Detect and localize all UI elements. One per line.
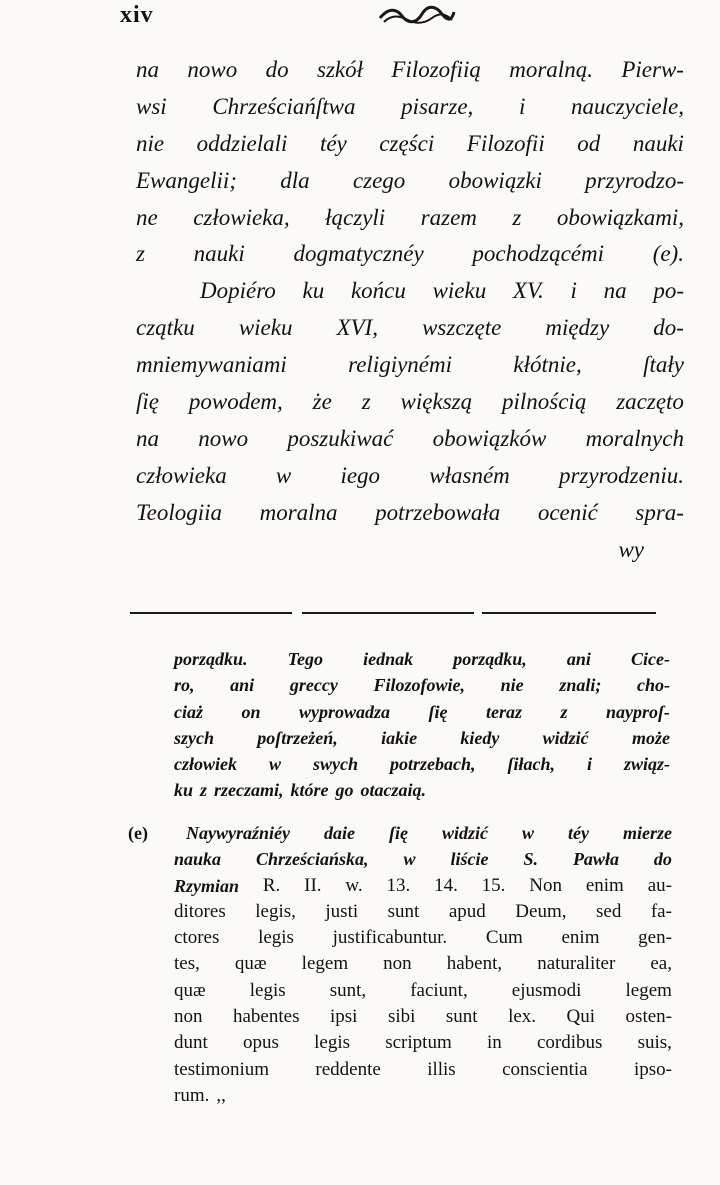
word: naturaliter xyxy=(537,953,616,975)
footnote-line xyxy=(128,1057,672,1083)
footnote-line xyxy=(174,672,670,698)
word: fa- xyxy=(650,900,672,922)
word: Naywyraźniéy xyxy=(185,823,290,843)
word: legem xyxy=(301,953,349,975)
word: w xyxy=(275,462,292,488)
word: dla xyxy=(280,167,310,193)
word: rum. xyxy=(174,1084,210,1106)
word: legis xyxy=(258,927,294,949)
word: oddzielali xyxy=(196,130,288,156)
word: na xyxy=(603,278,627,304)
word: liście xyxy=(450,849,489,870)
text-line xyxy=(136,532,684,569)
word: 15. xyxy=(481,874,506,896)
word: enim xyxy=(561,927,600,949)
word: końcu xyxy=(350,278,406,304)
word: Filozofowie, xyxy=(373,675,465,696)
word: in xyxy=(486,1032,502,1054)
text-line xyxy=(136,200,684,237)
word: nayproſ- xyxy=(605,701,670,722)
word: teraz xyxy=(485,701,522,722)
text-line xyxy=(136,273,684,310)
word: moralnych xyxy=(585,425,684,451)
word: porządku, xyxy=(453,649,527,669)
word: i xyxy=(518,93,526,119)
word: ro, xyxy=(174,675,195,696)
word: wy xyxy=(618,536,644,562)
word: ſię xyxy=(388,823,408,843)
word: przyrodzeniu. xyxy=(558,462,684,488)
word: razem xyxy=(420,204,477,230)
word: habent, xyxy=(446,953,503,975)
word: między xyxy=(545,315,610,341)
word: daie xyxy=(323,823,355,843)
word: pilnością xyxy=(501,389,587,415)
word: ea, xyxy=(650,953,672,975)
word: potrzebach, xyxy=(389,754,476,775)
word: z xyxy=(361,389,371,415)
word: opus xyxy=(243,1032,279,1054)
word: lex. xyxy=(508,1006,537,1028)
word: au- xyxy=(647,874,672,896)
word: człowieka xyxy=(136,462,227,488)
word: moralna xyxy=(259,499,338,525)
word: czego xyxy=(352,167,406,193)
main-text-body xyxy=(136,52,684,568)
word: 14. xyxy=(434,874,458,896)
word: z xyxy=(560,701,568,722)
word: porządku. xyxy=(174,649,248,669)
word: go xyxy=(335,780,354,801)
word: quæ xyxy=(174,979,206,1001)
word: wszczęte xyxy=(422,315,502,341)
word: Filozofiią xyxy=(391,57,481,82)
word: Non xyxy=(529,874,562,896)
word: Pawła xyxy=(572,849,619,870)
word: Filozofii xyxy=(466,130,545,156)
footnote-line xyxy=(128,978,672,1004)
word: Dopiéro xyxy=(200,278,276,304)
word: czątku xyxy=(136,315,195,341)
word: zaczęto xyxy=(616,389,684,415)
page-number: xiv xyxy=(120,2,154,28)
word: z xyxy=(512,204,522,230)
word: legis xyxy=(314,1032,351,1054)
word: obowiązków xyxy=(432,425,547,451)
word: w. xyxy=(345,874,363,896)
word: w xyxy=(521,823,534,843)
footnote-line xyxy=(128,899,672,925)
footnote-line xyxy=(174,777,670,803)
word: illis xyxy=(427,1058,456,1080)
word: widzić xyxy=(542,727,589,748)
footnote-line xyxy=(128,873,672,899)
word: S. xyxy=(523,849,538,870)
word: które xyxy=(290,780,329,801)
word: Deum, xyxy=(515,900,567,922)
footnote-line xyxy=(174,725,670,751)
word: nowo xyxy=(198,425,249,451)
text-line xyxy=(136,310,684,347)
footnote-continuation xyxy=(174,646,670,804)
word: legis, xyxy=(255,900,296,922)
footnote-line xyxy=(128,951,672,977)
word: iakie xyxy=(381,727,418,748)
footnote-line xyxy=(128,846,672,872)
text-line xyxy=(136,163,684,200)
word: w xyxy=(268,754,281,775)
footnote-line xyxy=(128,1004,672,1030)
word: Chrześciańska, xyxy=(256,849,369,870)
word: człowieka, xyxy=(193,204,290,230)
word: do xyxy=(265,57,289,82)
word: moralną. xyxy=(509,57,593,82)
word: w xyxy=(403,849,416,870)
word: kiedy xyxy=(460,727,500,748)
word: Cum xyxy=(485,927,523,949)
word: ſiłach, xyxy=(507,754,555,775)
word: greccy xyxy=(289,675,338,696)
word: téy xyxy=(319,130,347,156)
word: może xyxy=(631,727,670,748)
word: od xyxy=(577,130,601,156)
text-line xyxy=(136,421,684,458)
word: apud xyxy=(448,900,486,922)
word: ſię xyxy=(428,701,448,722)
word: Ewangelii; xyxy=(136,167,237,193)
word: własném xyxy=(429,462,510,488)
word: potrzebowała xyxy=(375,499,501,525)
word: XVI, xyxy=(336,315,379,341)
word: części xyxy=(379,130,435,156)
word: sunt, xyxy=(329,979,367,1001)
word: non xyxy=(174,1006,203,1028)
word: legis xyxy=(249,979,286,1001)
word: enim xyxy=(585,874,624,896)
word: scriptum xyxy=(385,1032,452,1054)
word: ciaż xyxy=(174,701,203,722)
word: Tego xyxy=(287,649,323,669)
word: do- xyxy=(653,315,684,341)
word: ctores xyxy=(174,927,220,949)
word: dunt xyxy=(174,1032,208,1054)
word: justi xyxy=(325,900,359,922)
word: Cice- xyxy=(630,649,670,669)
word: legem xyxy=(625,979,672,1001)
word: cordibus xyxy=(536,1032,603,1054)
word: iednak xyxy=(363,649,414,669)
word: XV. xyxy=(512,278,544,304)
text-line xyxy=(136,52,684,89)
word: do xyxy=(653,849,672,870)
word: reddente xyxy=(315,1058,381,1080)
word: nauka xyxy=(174,849,222,870)
word: po- xyxy=(653,278,684,304)
word: mierze xyxy=(622,823,672,843)
word: faciunt, xyxy=(410,979,468,1001)
word: ipsi xyxy=(329,1006,358,1028)
word: ne xyxy=(136,204,158,230)
word: ani xyxy=(230,675,255,696)
word: dogmatycznéy xyxy=(293,241,424,267)
word: ku xyxy=(174,780,194,801)
word: z xyxy=(136,241,145,267)
word: większą xyxy=(400,389,473,415)
word: szych xyxy=(174,727,214,748)
word: na xyxy=(136,425,159,451)
word: iego xyxy=(340,462,381,488)
word: otaczaią. xyxy=(360,780,427,801)
word: religiynémi xyxy=(348,352,453,378)
word: i xyxy=(570,278,577,304)
word: nauki xyxy=(193,241,245,267)
word: nowo xyxy=(187,57,238,82)
page-header xyxy=(0,0,720,40)
word: rzeczami, xyxy=(214,780,284,801)
word: ſię xyxy=(136,389,159,415)
footnote-line xyxy=(174,646,670,672)
word: Teologiia xyxy=(136,499,223,525)
word: kłótnie, xyxy=(513,352,582,378)
word: ditores xyxy=(174,900,226,922)
word: że xyxy=(312,389,332,415)
word: nie xyxy=(500,675,524,696)
text-line xyxy=(136,89,684,126)
word: ſtały xyxy=(643,352,684,378)
word: ani xyxy=(566,649,591,669)
word: związ- xyxy=(623,754,670,775)
word: poſtrzeżeń, xyxy=(257,727,338,748)
word: testimonium xyxy=(174,1058,269,1080)
word: Rzymian xyxy=(174,875,240,896)
word: 13. xyxy=(386,874,411,896)
word: ,, xyxy=(216,1084,226,1106)
footnote-line xyxy=(174,751,670,777)
word: ku xyxy=(302,278,325,304)
text-line xyxy=(136,236,684,273)
footnote-marker: (e) xyxy=(128,823,148,843)
word: obowiązki xyxy=(448,167,542,193)
footnote-e xyxy=(128,820,672,1109)
word: conscientia xyxy=(502,1058,588,1080)
word: ejusmodi xyxy=(511,979,582,1001)
word: gen- xyxy=(638,927,672,949)
footnote-line xyxy=(128,925,672,951)
word: Chrześciańſtwa xyxy=(212,93,356,119)
word: sunt xyxy=(387,900,420,922)
word: on xyxy=(241,701,261,722)
footnote-line xyxy=(128,820,672,846)
word: nauczyciele, xyxy=(570,93,684,119)
word: ocenić xyxy=(537,499,598,525)
ornament-icon xyxy=(378,4,456,26)
word: łączyli xyxy=(325,204,386,230)
word: suis, xyxy=(637,1032,672,1054)
word: wsi xyxy=(136,93,167,119)
text-line xyxy=(136,384,684,421)
text-line xyxy=(136,495,684,532)
word: osten- xyxy=(625,1006,672,1028)
word: obowiązkami, xyxy=(556,204,684,230)
word: non xyxy=(383,953,412,975)
text-line xyxy=(136,347,684,384)
word: (e). xyxy=(652,241,684,267)
word: sunt xyxy=(445,1006,478,1028)
word: pisarze, xyxy=(401,93,474,119)
word: swych xyxy=(312,754,358,775)
word: justificabuntur. xyxy=(332,927,448,949)
word: człowiek xyxy=(174,754,237,775)
word: nie xyxy=(136,130,165,156)
word: i xyxy=(586,754,592,775)
footnote-line xyxy=(128,1083,672,1109)
footnote-rule xyxy=(482,612,656,614)
word: nauki xyxy=(632,130,684,156)
word: szkół xyxy=(317,57,364,82)
word: powodem, xyxy=(188,389,283,415)
word: mniemywaniami xyxy=(136,352,287,378)
word: sed xyxy=(596,900,622,922)
word: na xyxy=(136,57,159,82)
footnote-rule xyxy=(302,612,474,614)
word: sibi xyxy=(387,1006,416,1028)
word: wyprowadza xyxy=(298,701,390,722)
word: Pierw- xyxy=(621,57,684,82)
text-line xyxy=(136,126,684,163)
word: R. xyxy=(262,874,281,896)
footnote-line xyxy=(128,1030,672,1056)
word: quæ xyxy=(234,953,267,975)
word: habentes xyxy=(233,1006,300,1028)
footnote-rule xyxy=(130,612,292,614)
word: spra- xyxy=(635,499,684,525)
word: tes, xyxy=(174,953,200,975)
word: poszukiwać xyxy=(287,425,394,451)
footnote-line xyxy=(174,699,670,725)
word: pochodzącémi xyxy=(472,241,604,267)
word: II. xyxy=(304,874,322,896)
word: wieku xyxy=(432,278,487,304)
word: znali; xyxy=(559,675,602,696)
word: cho- xyxy=(636,675,670,696)
word: téy xyxy=(567,823,589,843)
word: ipso- xyxy=(633,1058,672,1080)
word: widzić xyxy=(441,823,488,843)
word: przyrodzo- xyxy=(585,167,684,193)
word: wieku xyxy=(238,315,293,341)
text-line xyxy=(136,458,684,495)
word: z xyxy=(200,780,208,801)
word: Qui xyxy=(566,1006,596,1028)
